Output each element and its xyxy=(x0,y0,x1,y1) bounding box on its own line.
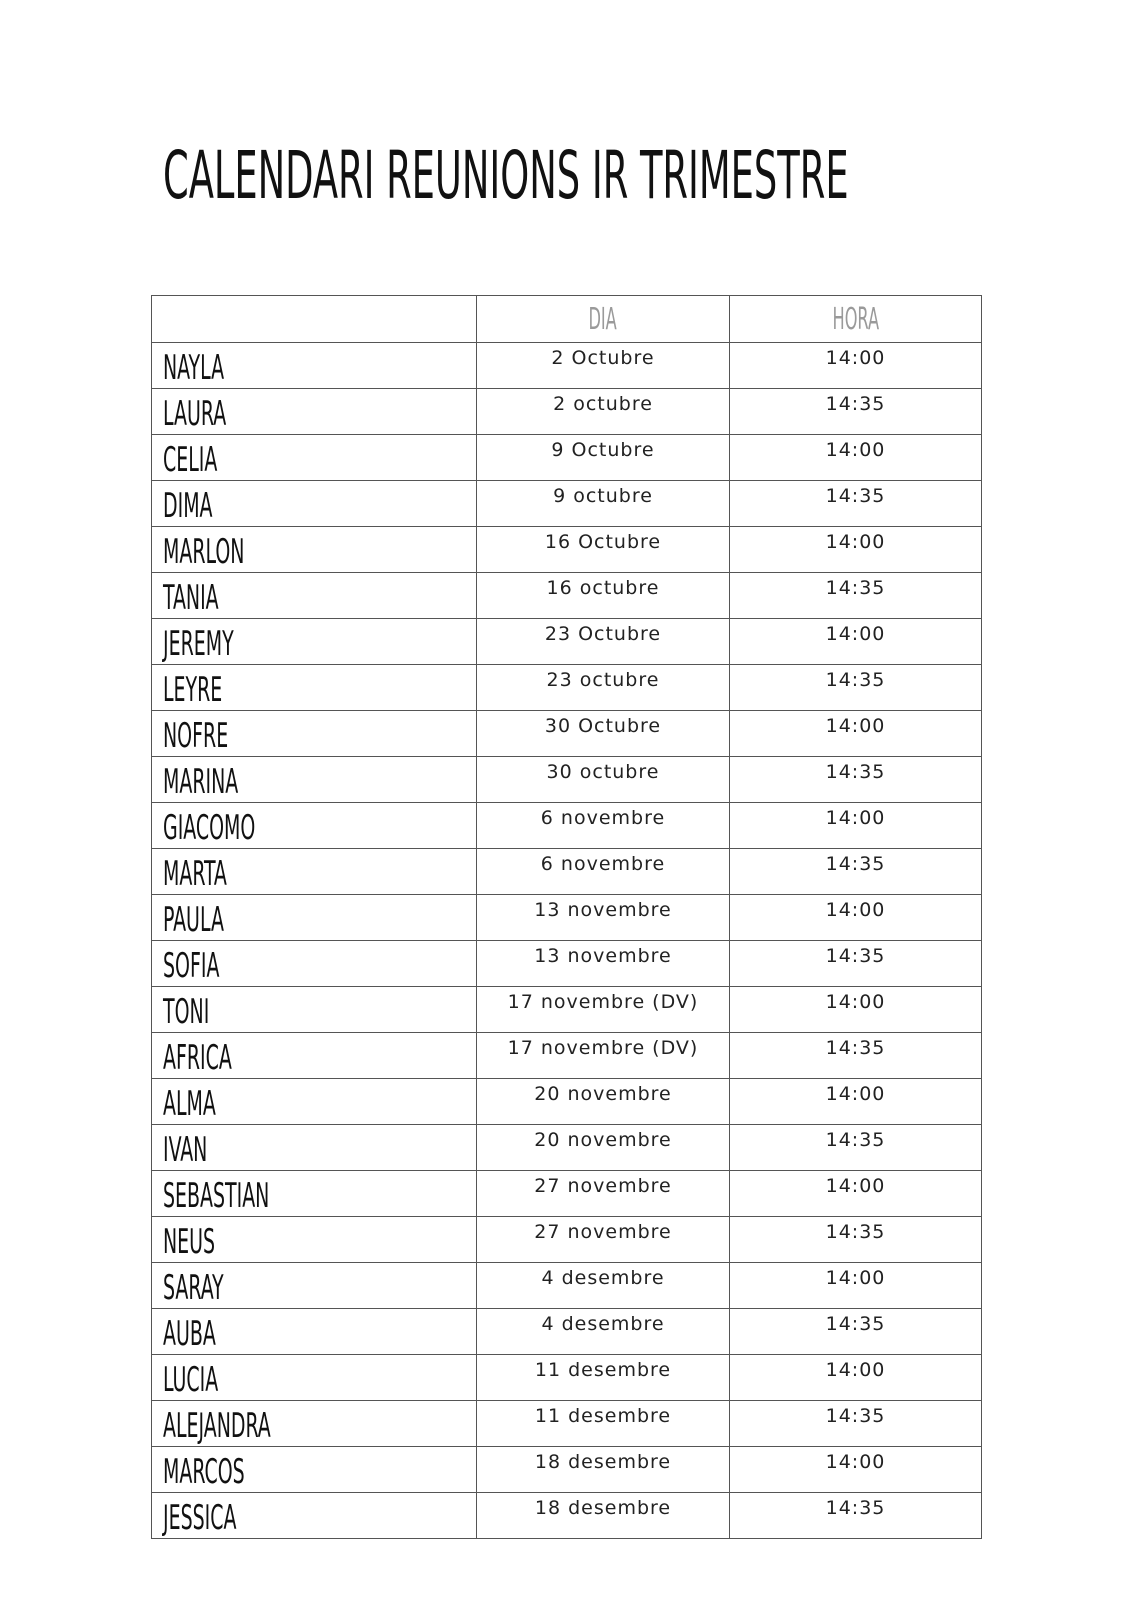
student-name: NEUS xyxy=(163,1222,216,1262)
meeting-day: 6 novembre xyxy=(540,853,666,875)
meeting-hour: 14:35 xyxy=(825,761,886,783)
student-name: LAURA xyxy=(163,394,227,434)
student-name-cell xyxy=(152,665,477,711)
table-row xyxy=(152,527,982,573)
meeting-day: 16 Octubre xyxy=(544,531,662,553)
meeting-day-cell xyxy=(477,527,730,573)
meeting-day-cell xyxy=(477,1401,730,1447)
meeting-day-cell xyxy=(477,1079,730,1125)
meeting-day-cell xyxy=(477,941,730,987)
meeting-day: 9 octubre xyxy=(553,485,653,507)
meeting-hour: 14:00 xyxy=(825,715,886,737)
meeting-day-cell xyxy=(477,849,730,895)
meeting-hour: 14:35 xyxy=(825,853,886,875)
table-row xyxy=(152,803,982,849)
meeting-day-cell xyxy=(477,389,730,435)
meeting-hour: 14:35 xyxy=(825,1497,886,1519)
meeting-hour: 14:35 xyxy=(825,945,886,967)
student-name-cell xyxy=(152,1263,477,1309)
meeting-day-cell xyxy=(477,1171,730,1217)
meeting-hour-cell xyxy=(730,573,982,619)
meeting-day-cell xyxy=(477,665,730,711)
table-row xyxy=(152,1401,982,1447)
meeting-hour: 14:00 xyxy=(825,531,886,553)
student-name: AFRICA xyxy=(163,1038,232,1078)
meeting-hour-cell xyxy=(730,757,982,803)
table-row xyxy=(152,665,982,711)
meeting-day-cell xyxy=(477,1125,730,1171)
meeting-day: 13 novembre xyxy=(534,899,672,921)
table-row xyxy=(152,343,982,389)
meeting-day: 23 Octubre xyxy=(544,623,662,645)
table-row xyxy=(152,1171,982,1217)
meeting-day: 4 desembre xyxy=(541,1313,665,1335)
meeting-hour-cell xyxy=(730,1079,982,1125)
meeting-day-cell xyxy=(477,573,730,619)
student-name-cell xyxy=(152,1125,477,1171)
student-name-cell xyxy=(152,481,477,527)
meeting-hour: 14:00 xyxy=(825,439,886,461)
table-row xyxy=(152,481,982,527)
header-hour xyxy=(730,296,982,343)
meeting-day-cell xyxy=(477,1355,730,1401)
meeting-hour: 14:00 xyxy=(825,347,886,369)
student-name: SARAY xyxy=(163,1268,224,1308)
student-name: SEBASTIAN xyxy=(163,1176,270,1216)
table-row xyxy=(152,1355,982,1401)
student-name-cell xyxy=(152,1033,477,1079)
meeting-hour-cell xyxy=(730,665,982,711)
header-day-label: DIA xyxy=(588,302,618,337)
meeting-hour-cell xyxy=(730,803,982,849)
meeting-hour-cell xyxy=(730,1171,982,1217)
meeting-day-cell xyxy=(477,1493,730,1539)
meeting-day: 27 novembre xyxy=(534,1175,672,1197)
table-row xyxy=(152,1217,982,1263)
table-row xyxy=(152,1447,982,1493)
header-name xyxy=(152,296,477,343)
meeting-hour: 14:00 xyxy=(825,1175,886,1197)
meeting-day-cell xyxy=(477,1447,730,1493)
student-name: MARCOS xyxy=(163,1452,245,1492)
schedule-table xyxy=(151,295,982,1539)
student-name: MARINA xyxy=(163,762,239,802)
student-name: LEYRE xyxy=(163,670,223,710)
meeting-day-cell xyxy=(477,987,730,1033)
table-row xyxy=(152,389,982,435)
student-name: JESSICA xyxy=(163,1498,237,1538)
student-name-cell xyxy=(152,389,477,435)
student-name: CELIA xyxy=(163,440,218,480)
meeting-hour-cell xyxy=(730,343,982,389)
meeting-hour-cell xyxy=(730,481,982,527)
meeting-day-cell xyxy=(477,481,730,527)
meeting-hour: 14:00 xyxy=(825,1083,886,1105)
meeting-hour: 14:00 xyxy=(825,991,886,1013)
student-name: TONI xyxy=(163,992,210,1032)
meeting-hour: 14:35 xyxy=(825,1313,886,1335)
header-hour-label: HORA xyxy=(832,302,879,337)
student-name: ALMA xyxy=(163,1084,216,1124)
meeting-day-cell xyxy=(477,343,730,389)
meeting-hour: 14:00 xyxy=(825,807,886,829)
student-name-cell xyxy=(152,803,477,849)
student-name-cell xyxy=(152,987,477,1033)
student-name-cell xyxy=(152,1493,477,1539)
student-name: TANIA xyxy=(163,578,219,618)
table-body xyxy=(152,343,982,1539)
student-name: NOFRE xyxy=(163,716,229,756)
meeting-day: 18 desembre xyxy=(534,1497,672,1519)
student-name-cell xyxy=(152,1079,477,1125)
meeting-hour: 14:35 xyxy=(825,1037,886,1059)
meeting-hour: 14:35 xyxy=(825,393,886,415)
meeting-hour-cell xyxy=(730,987,982,1033)
meeting-hour: 14:35 xyxy=(825,669,886,691)
meeting-hour-cell xyxy=(730,1263,982,1309)
meeting-hour-cell xyxy=(730,619,982,665)
meeting-hour-cell xyxy=(730,711,982,757)
meeting-hour-cell xyxy=(730,1447,982,1493)
student-name-cell xyxy=(152,1401,477,1447)
table-row xyxy=(152,619,982,665)
meeting-day: 16 octubre xyxy=(546,577,660,599)
meeting-day: 6 novembre xyxy=(540,807,666,829)
meeting-day: 18 desembre xyxy=(534,1451,672,1473)
student-name-cell xyxy=(152,619,477,665)
meeting-hour: 14:35 xyxy=(825,577,886,599)
meeting-day-cell xyxy=(477,1217,730,1263)
student-name-cell xyxy=(152,527,477,573)
student-name: NAYLA xyxy=(163,348,225,388)
meeting-day-cell xyxy=(477,1033,730,1079)
meeting-day: 11 desembre xyxy=(534,1359,672,1381)
student-name: AUBA xyxy=(163,1314,216,1354)
meeting-hour: 14:00 xyxy=(825,623,886,645)
meeting-day: 27 novembre xyxy=(534,1221,672,1243)
meeting-day-cell xyxy=(477,895,730,941)
meeting-day: 13 novembre xyxy=(534,945,672,967)
student-name-cell xyxy=(152,895,477,941)
meeting-day: 9 Octubre xyxy=(551,439,655,461)
meeting-hour-cell xyxy=(730,941,982,987)
meeting-day: 2 Octubre xyxy=(551,347,655,369)
student-name-cell xyxy=(152,849,477,895)
student-name: JEREMY xyxy=(163,624,234,664)
meeting-hour-cell xyxy=(730,1401,982,1447)
student-name-cell xyxy=(152,1309,477,1355)
table-header-row xyxy=(152,296,982,343)
table-row xyxy=(152,573,982,619)
meeting-hour-cell xyxy=(730,527,982,573)
student-name: LUCIA xyxy=(163,1360,219,1400)
meeting-hour: 14:00 xyxy=(825,1267,886,1289)
meeting-hour-cell xyxy=(730,389,982,435)
meeting-hour: 14:00 xyxy=(825,899,886,921)
table-row xyxy=(152,1125,982,1171)
meeting-day: 30 Octubre xyxy=(544,715,662,737)
meeting-day: 17 novembre (DV) xyxy=(507,1037,699,1059)
meeting-day: 2 octubre xyxy=(553,393,653,415)
student-name: ALEJANDRA xyxy=(163,1406,271,1446)
meeting-hour-cell xyxy=(730,1125,982,1171)
meeting-hour-cell xyxy=(730,435,982,481)
meeting-hour: 14:35 xyxy=(825,1221,886,1243)
table-row xyxy=(152,1493,982,1539)
meeting-hour-cell xyxy=(730,849,982,895)
student-name: GIACOMO xyxy=(163,808,256,848)
table-row xyxy=(152,849,982,895)
student-name: PAULA xyxy=(163,900,224,940)
table-row xyxy=(152,435,982,481)
table-row xyxy=(152,987,982,1033)
meeting-hour-cell xyxy=(730,1033,982,1079)
meeting-day: 4 desembre xyxy=(541,1267,665,1289)
student-name-cell xyxy=(152,1217,477,1263)
meeting-hour: 14:00 xyxy=(825,1359,886,1381)
student-name-cell xyxy=(152,941,477,987)
meeting-hour-cell xyxy=(730,1217,982,1263)
student-name-cell xyxy=(152,1171,477,1217)
meeting-day-cell xyxy=(477,619,730,665)
meeting-day-cell xyxy=(477,757,730,803)
meeting-hour-cell xyxy=(730,1309,982,1355)
table-row xyxy=(152,711,982,757)
student-name-cell xyxy=(152,435,477,481)
header-day xyxy=(477,296,730,343)
meeting-day: 23 octubre xyxy=(546,669,660,691)
meeting-hour-cell xyxy=(730,1355,982,1401)
table-row xyxy=(152,1079,982,1125)
student-name-cell xyxy=(152,1447,477,1493)
meeting-hour-cell xyxy=(730,895,982,941)
table-row xyxy=(152,941,982,987)
meeting-day: 20 novembre xyxy=(534,1129,672,1151)
student-name: IVAN xyxy=(163,1130,208,1170)
meeting-day-cell xyxy=(477,803,730,849)
student-name: SOFIA xyxy=(163,946,220,986)
student-name-cell xyxy=(152,1355,477,1401)
meeting-hour: 14:35 xyxy=(825,1129,886,1151)
meeting-day: 20 novembre xyxy=(534,1083,672,1105)
student-name-cell xyxy=(152,711,477,757)
student-name-cell xyxy=(152,573,477,619)
meeting-day: 17 novembre (DV) xyxy=(507,991,699,1013)
meeting-day-cell xyxy=(477,435,730,481)
meeting-hour-cell xyxy=(730,1493,982,1539)
meeting-day-cell xyxy=(477,1309,730,1355)
student-name: MARTA xyxy=(163,854,227,894)
meeting-hour: 14:00 xyxy=(825,1451,886,1473)
table-row xyxy=(152,757,982,803)
student-name-cell xyxy=(152,757,477,803)
meeting-day: 11 desembre xyxy=(534,1405,672,1427)
page-title: CALENDARI REUNIONS IR TRIMESTRE xyxy=(163,137,849,214)
meeting-day-cell xyxy=(477,711,730,757)
table-row xyxy=(152,1033,982,1079)
student-name: DIMA xyxy=(163,486,213,526)
meeting-day-cell xyxy=(477,1263,730,1309)
table-row xyxy=(152,895,982,941)
meeting-hour: 14:35 xyxy=(825,1405,886,1427)
table-row xyxy=(152,1263,982,1309)
meeting-hour: 14:35 xyxy=(825,485,886,507)
table-row xyxy=(152,1309,982,1355)
meeting-day: 30 octubre xyxy=(546,761,660,783)
student-name: MARLON xyxy=(163,532,245,572)
student-name-cell xyxy=(152,343,477,389)
